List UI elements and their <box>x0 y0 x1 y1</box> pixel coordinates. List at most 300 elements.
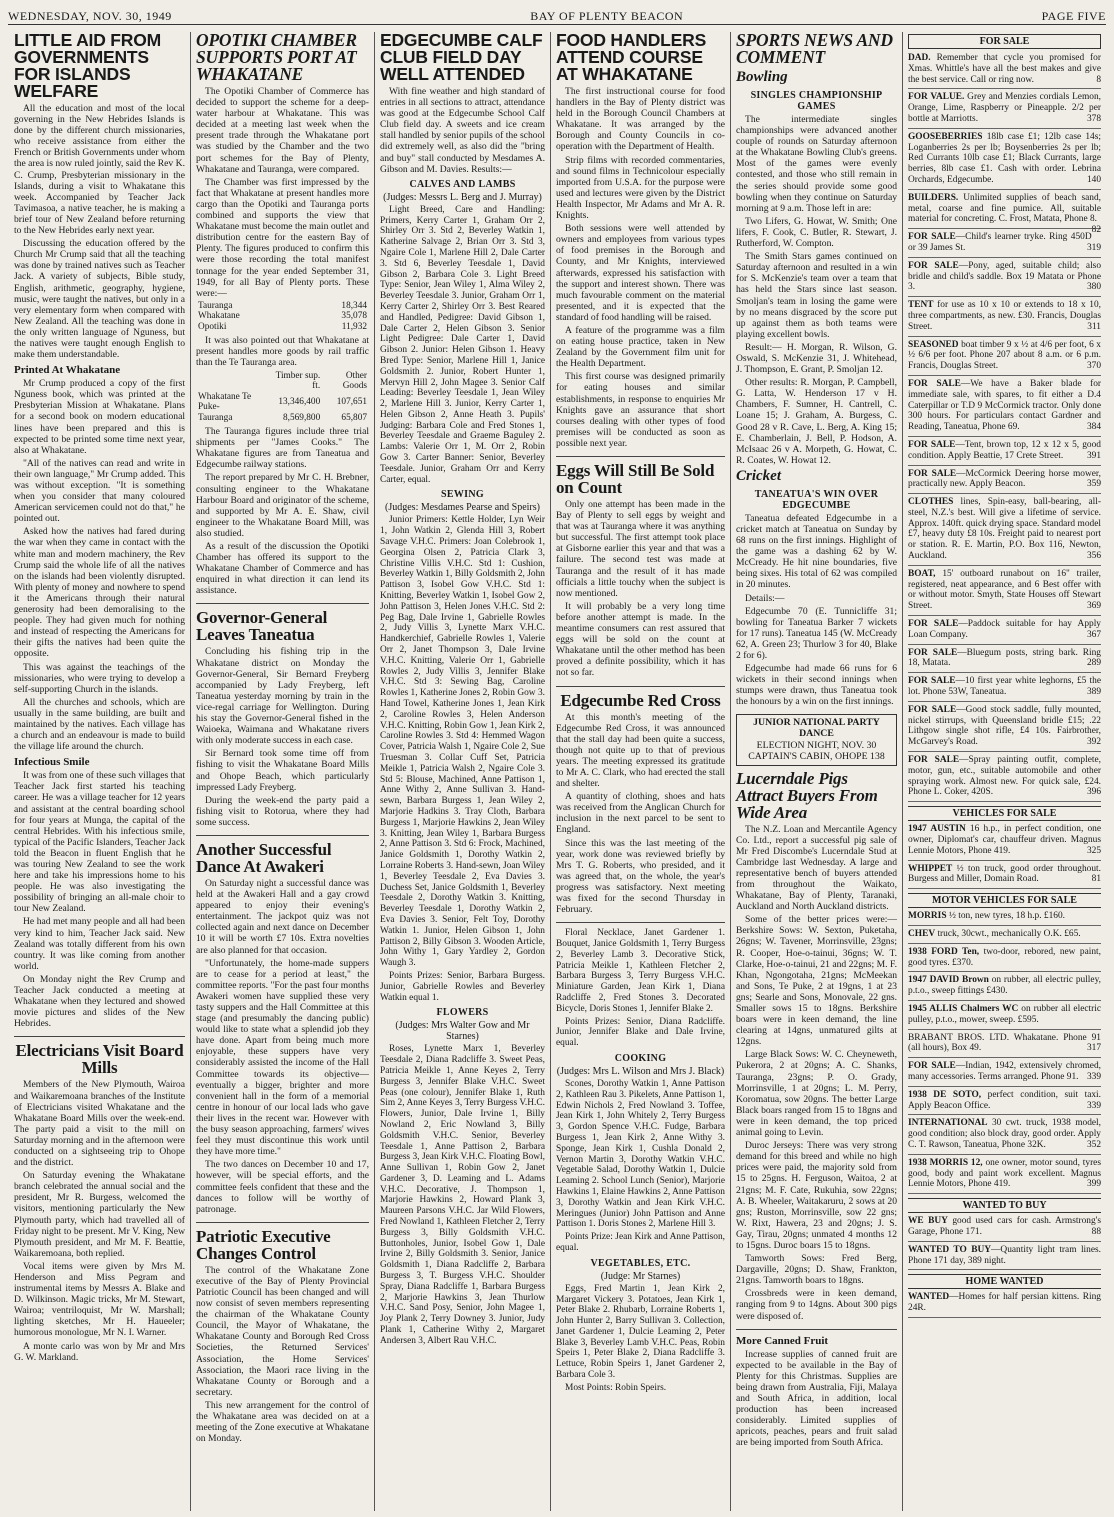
article-body <box>196 86 369 299</box>
paragraph: On Saturday evening the Whakatane branch celebrated the annual social and the president, Mr R. Burgess, welcomed the visitors, mentioning particularly the New Plymouth party, which had travelled all of Friday night to be present. Mr V. King, New Plymouth president, and Mr M. F. Beattie, Waikaremoana, both replied. <box>14 1170 185 1259</box>
paragraph: A quantity of clothing, shoes and hats was received from the Anglican Church for inclusion in the next parcel to be sent to England. <box>556 791 725 836</box>
ad-divider <box>908 888 1101 889</box>
classified-ad <box>908 300 1101 332</box>
ad-divider <box>908 672 1101 673</box>
ad-keyword: 1938 MORRIS 12, <box>908 1157 983 1168</box>
headline: Another Successful Dance At Awakeri <box>196 839 332 876</box>
ad-divider <box>908 801 1101 802</box>
classified-ad <box>908 1292 1101 1314</box>
table-cell: 65,807 <box>341 412 367 423</box>
calf-club-continued <box>556 928 725 1393</box>
table-cell: Tauranga <box>198 300 233 311</box>
section-heading: VEGETABLES, ETC. <box>590 1257 691 1269</box>
ad-keyword: FOR SALE <box>908 468 957 479</box>
ad-divider <box>908 615 1101 616</box>
section-wanted: WANTED TO BUY <box>908 1198 1101 1213</box>
article-body <box>14 378 185 752</box>
ad-keyword: SEASONED <box>908 339 959 350</box>
ad-keyword: INTERNATIONAL <box>908 1118 988 1129</box>
classified-ad <box>908 192 1101 236</box>
paragraph: The intermediate singles championships were advanced another couple of rounds on Saturday afternoon at the Whakatane Bowling Club's greens. Most of the games were evenly contested, and those who still remain in the series should provide some good bowling when they continue on Saturday morning at 9 a.m. Those left in are: <box>736 114 897 214</box>
ad-text: —We have a Baker blade for immediate sale, with spares, to fit either a D.4 Caterpillar or T.D 9 McCormick tractor. Only done 300 hours. For particulars contact Gardner and Reading, Taneatua, Phone 69. <box>908 378 1102 433</box>
ad-number: 88 <box>1091 1226 1101 1237</box>
classified-ad <box>908 1118 1101 1150</box>
classified-ad <box>908 440 1101 462</box>
ad-number: 391 <box>1086 450 1101 461</box>
ad-number: 367 <box>1086 629 1101 640</box>
ad-number: 396 <box>1086 787 1101 798</box>
headline: Governor-General Leaves Taneatua <box>196 608 328 645</box>
judges-line: (Judges: Mrs L. Wilson and Mrs J. Black) <box>556 1065 725 1077</box>
classified-ad <box>908 569 1101 612</box>
ad-text: —10 first year white leghorns, £5 the lot. Phone 53W, Taneatua. <box>908 676 1102 698</box>
article-awakeri-dance <box>196 841 369 1215</box>
judges-line: (Judges: Mrs Walter Gow and Mr Starnes) <box>395 1020 530 1043</box>
article-body <box>196 426 369 596</box>
ad-keyword: FOR SALE <box>908 439 956 450</box>
ad-divider <box>908 336 1101 337</box>
article-calf-club <box>380 32 545 1347</box>
classified-ad <box>908 1033 1101 1055</box>
column-3 <box>374 32 550 1511</box>
ad-text: ½ ton truck, good order throughout. Burgess and Miller, Domain Road. <box>908 863 1101 885</box>
paragraph: Edgecumbe 70 (E. Tunnicliffe 31; bowling for Taneatua Barker 7 wickets for 17 runs). Taneatua 145 (W. McCready 62, A. Green 23; Thurlow 3 for 40, Blake 2 for 6). <box>736 605 897 662</box>
paragraph: "Unfortunately, the home-made suppers are to cease for a period at least," the committee reports. "For the past four months Awakeri women have supplied these very tasty suppers and the Hall Committee at this stage (and presumably the dancing public) would like to state what a splendid job they have done. Apart from being much more enjoyable, these suppers have very considerably assisted the income of the Hall Committee towards its objective—eventually a bigger, brighter and more convenient hall in the form of a memorial centre in honour of our local lads who gave their lives in the recent war. However with the busy season approaching, farmers' wives feel they must discontinue this work until they have more time." <box>196 957 369 1158</box>
ad-keyword: GOOSEBERRIES <box>908 131 983 142</box>
ad-text: good used cars for cash. Armstrong's Garage, Phone 171. <box>908 1216 1101 1237</box>
ad-divider <box>908 465 1101 466</box>
column-4 <box>550 32 730 1511</box>
results-text: Floral Necklace, Janet Gardener 1. Bouquet, Janice Goldsmith 1, Terry Burgess 2, Beverley Lamb 3. Decorative Stick, Patricia Meikle 1, Kathleen Fletcher 2, Barbara Burgess 3, Terry Burgess V.H.C. Miniature Garden, Jean Kirk 1, Diana Radcliffe 2, Fred Stones 3. Decorated Bicycle, Doris Stones 1, Jennifer Blake 2. <box>556 928 725 1014</box>
classified-ad <box>908 947 1101 969</box>
ad-divider <box>908 860 1101 861</box>
headline: Electricians Visit Board Mills <box>15 1041 184 1078</box>
paragraph: The Smith Stars games continued on Saturday afternoon and resulted in a win for S. McKenzie's team over a team that has held the Stars since last season. Smoljan's team in losing the game were by no means disgraced by the score put up against them as both teams were playing excellent bowls. <box>736 251 897 340</box>
ad-divider <box>908 644 1101 645</box>
classified-ad <box>908 864 1101 886</box>
paragraph: Since this was the last meeting of the year, work done was reviewed briefly by Mrs T. G. Roberts, who presided, and it was agreed that, on the whole, the year's progress was satisfactory. Next meeting was fixed for the second Thursday in February. <box>556 837 725 916</box>
table-cell: Tauranga <box>198 412 233 423</box>
table-header-cell: Other Goods <box>342 370 367 392</box>
classified-ad <box>908 92 1101 124</box>
table-cell: 18,344 <box>341 300 367 311</box>
ad-number: 369 <box>1086 601 1101 612</box>
results-text: Scones, Dorothy Watkin 1, Anne Pattison 2, Kathleen Rau 3. Pikelets, Anne Pattison 1, Edwin Nichols 2, Fred Nowland 3. Toffee, Jean Kirk 1, John Whitely 2, Terry Burgess 3, Gordon Spence V.H.C. Fudge, Barbara Burgess 1, Jean Kirk 2, Anne Withy 3. Sponge, Jean Kirk 1, Cushla Donald 2, Vernon Martin 3, Dorothy Watkin V.H.C. Vegetable Salad, Dorothy Watkin 1, Dulcie Leaming 2. School Lunch (Senior), Marjorie Hawkins 1, Elaine Hawkins 2, Anne Pattison 3, Dorothy Watkin and Jean Kirk V.H.C. Meringues (Junior) John Pattison and Anne Pattison 1. Doris Stones 2, Marlene Hill 3. <box>556 1078 725 1230</box>
masthead-page: PAGE FIVE <box>1041 9 1106 23</box>
headline: LITTLE AID FROM GOVERNMENTS FOR ISLANDS WELFARE <box>14 32 162 101</box>
paragraph: During the week-end the party paid a fishing visit to Rotorua, where they had some success. <box>196 794 369 828</box>
ad-text: boat timber 9 x ½ at 4/6 per foot, 6 x ½ 6/6 per foot. Phone 207 about 8 a.m. or 6 p.m. Francis, Douglas Street. <box>908 339 1101 372</box>
sport-subhead: Bowling <box>736 69 788 85</box>
results-text: Light Breed, Care and Handling: Primers, Kerry Carter 1, Graham Orr 2, Shirley Orr 3. Std 2, Beverley Watkin 1, Katherine Salvage 2, Brian Orr 3. Std 3, Ngaire Cole 1, Marlene Hill 2, Dale Carter 3. Std 6, Beverley Teesdale 1, David Gibson 2, Barbara Cole 3. Light Breed Type: Senior, Jean Wiley 1, Alma Wiley 2, Beverley Teesdale 3. Junior, Graham Orr 1, Kerry Carter 2, Shirley Orr 3. Best Reared and Handled, Pedigree: David Gibson 1, Dale Carter 2, Helen Gibson 3. Senior Light Pedigree: Dale Carter 1, David Gibson 2. Junior: Helen Gibson 1. Heavy Bred Type: Senior, Marlene Hill 1, Janice Goldsmith 2. Junior, Robert Hunter 1, Mervyn Hill 2, John Magee 3. Senior Calf Leading: Beverley Teesdale 1, Jean Wiley 2, Marlene Hill 3. Junior, Kerry Carter 1, Helen Gibson 2, Anne Heath 3. Pupils' Judging: Barbara Cole and Fred Stones 1, Beverley Teesdale and Graeme Baguley 2. Lambs: Valerie Orr 1, M. Orr 2, Robin Gow 3. Carter Banner: Senior, Beverley Teesdale. Junior, Graham Orr and Kerry Carter, equal. <box>380 204 545 485</box>
paragraph: On Saturday night a successful dance was held at the Awakeri Hall and a gay crowd appeared to enjoy their evening's entertainment. The jackpot quiz was not collected again and next dance on December 10 it will be worth £7 10s. Extra novelties are also planned for that occasion. <box>196 877 369 956</box>
article-body <box>196 335 369 368</box>
paragraph: Other results: R. Morgan, P. Campbell, G. Latta, W. Henderson 17 v H. Chambers, F. Sumner, H. Cantrell, C. Loane 15; J. Graham, A. Burgess, C. Good 28 v R. Cave, L. Berg, A. King 15; E. Chamberlain, J. Bell, P. Hodson, A. McIsaac 26 v A. Morpeth, G. Howat, C. R. Coates, W. Howat 12. <box>736 377 897 466</box>
divider <box>196 835 369 836</box>
ad-keyword: 1938 DE SOTO, <box>908 1089 982 1100</box>
classified-ad <box>908 132 1101 186</box>
ad-number: 311 <box>1087 321 1101 332</box>
ad-text: Remember that cycle you promised for Xmas. Whittle's have all the best makes and give the best service. Call or ring now. <box>908 53 1101 85</box>
paragraph: Details:— <box>745 592 785 604</box>
classified-ad <box>908 975 1101 997</box>
article-red-cross <box>556 692 725 916</box>
section-heading: SEWING <box>441 489 484 501</box>
ad-text: one owner, motor sound, tyres good, body and paint work excellent. Magnus Lennie Motors, Phone 419. <box>908 1157 1101 1190</box>
ad-keyword: FOR SALE <box>908 260 959 271</box>
article-patriotic-executive <box>196 1228 369 1445</box>
ad-keyword: FOR SALE <box>908 647 958 658</box>
paragraph: Both sessions were well attended by owners and employees from various types of food premises in the Borough and County, and Mr Knights, interviewed afterwards, expressed his satisfaction with the support and interest shown. There was much favourable comment on the material presented, and it is expected that the standard of food handling will be raised. <box>556 223 725 323</box>
section-heading: SINGLES CHAMPIONSHIP GAMES <box>750 90 883 112</box>
paragraph: Edgecumbe had made 66 runs for 6 wickets in their second innings when stumps were drawn, thus Taneatua took the honours by a win on the first innings. <box>736 663 897 708</box>
paragraph: Sir Bernard took some time off from fishing to visit the Whakatane Board Mills and Ohope Beach, which particularly impressed Lady Freyberg. <box>196 748 369 793</box>
classified-ad <box>908 1245 1101 1267</box>
paragraph: Concluding his fishing trip in the Whakatane district on Monday the Governor-General, Sir Bernard Freyberg accompanied by Lady Freyberg, left Taneatua yesterday morning by train in the vice-regal carriage for Wellington. During his stay the Governor-General fished in the Waioeka, Waimana and Whakatane rivers with only moderate success in each case. <box>196 646 369 747</box>
article-canned-fruit <box>736 1335 897 1449</box>
ad-text: —Homes for half persian kittens. Ring 24R. <box>908 1292 1101 1314</box>
classified-ad <box>908 261 1101 293</box>
table-cell: 13,346,400 <box>278 396 321 407</box>
paragraph: Tamworth Sows: Fred Berg, Dargaville, 20gns; D. Shaw, Frankton, 21gns. Tamworth boars to 18gns. <box>736 1253 897 1287</box>
paragraph: On Monday night the Rev Crump and Teacher Jack conducted a meeting at Whakatane when they lectured and showed movie pictures and slides of the New Hebrides. <box>14 973 185 1030</box>
ad-divider <box>908 1086 1101 1087</box>
classified-ad <box>908 929 1101 940</box>
ad-keyword: FOR SALE <box>908 378 961 389</box>
table-cell: 11,932 <box>341 321 367 332</box>
classified-ad <box>908 648 1101 670</box>
article-opotiki-chamber <box>196 32 369 596</box>
classified-ad <box>908 1216 1101 1238</box>
ad-number: 339 <box>1086 1071 1101 1082</box>
subhead: Infectious Smile <box>14 756 90 769</box>
paragraph: Asked how the natives had fared during the war when they came in contact with the white man and modern machinery, the Rev Crump said the whole life of all the natives on the islands had been violently disrupted. With plenty of money and nowhere to spend it the Americans through their natural generosity had been demoralising to the people. They had given much for nothing and instead of respecting the Americans for their gifts the natives had been quite the opposite. <box>14 526 185 660</box>
timber-table <box>196 371 369 424</box>
paragraph: The first instructional course for food handlers in the Bay of Plenty district was held in the Borough Council Chambers at Whakatane. It was arranged by the Borough and County Councils in co-operation with the Department of Health. <box>556 86 725 153</box>
ad-keyword: FOR SALE <box>908 1061 956 1072</box>
ad-divider <box>908 1029 1101 1030</box>
headline: Edgecumbe Red Cross <box>560 690 721 710</box>
article-body <box>556 499 725 679</box>
ad-number: 8 <box>1096 74 1101 85</box>
paragraph: Only one attempt has been made in the Bay of Plenty to sell eggs by weight and that was at Tauranga where it was anything but successful. The first attempt took place at Gisborne earlier this year and that was a failure. The second test was made at Tauranga and the result of it has made officials a little touchy when the subject is now mentioned. <box>556 499 725 599</box>
paragraph: With fine weather and high standard of entries in all sections to attract, attendance was good at the Edgecumbe School Calf Club field day. A sweets and ice cream stall handled by senior pupils of the school did extremely well, as also did the "bring and buy" stall conducted by Mesdames A. Gibson and M. Davies. Results:— <box>380 86 545 175</box>
article-body <box>196 878 369 1215</box>
paragraph: The Tauranga figures include three trial shipments per "James Cooks." The Whakatane figures are from Taneatua and Edgecumbe railway stations. <box>196 426 369 471</box>
ad-number: 352 <box>1086 1139 1101 1150</box>
paragraph: The Chamber was first impressed by the fact that Whakatane at present handles more cargo than the Opotiki and Tauranga ports combined and supports the view that Whakatane must become the main outlet and distribution centre for the eastern Bay of Plenty. The figures produced to confirm this were those recording the total manifest tonnage for the year ended September 31, 1949, for all Bay of Plenty ports. These were:— <box>196 176 369 299</box>
ad-text: perfect condition, suit taxi. Apply Beacon Office. <box>908 1089 1101 1111</box>
advert-line: ELECTION NIGHT, NOV. 30 <box>756 739 877 751</box>
paragraph: Increase supplies of canned fruit are expected to be available in the Bay of Plenty for this Christmas. Supplies are being drawn from Australia, Fiji, Malaya and South Africa, in addition, local production has been increased considerably. Limited supplies of apricots, peaches, pears and fruit salad are being imported from South Africa. <box>736 1348 897 1449</box>
ad-text: —Tent, brown top, 12 x 12 x 5, good condition. Apply Beattie, 17 Crete Street. <box>908 439 1101 461</box>
paragraph: This new arrangement for the control of the Whakatane area was decided on at a meeting of the Zone executive at Whakatane on Monday. <box>196 1399 369 1445</box>
article-sports <box>736 32 897 708</box>
divider <box>736 1329 897 1330</box>
ad-divider <box>908 88 1101 89</box>
ad-number: 392 <box>1086 737 1101 748</box>
ad-divider <box>908 1000 1101 1001</box>
ad-number: 356 <box>1086 551 1101 562</box>
ad-divider <box>908 1193 1101 1194</box>
table-cell: 107,651 <box>336 396 367 407</box>
article-governor-general <box>196 609 369 828</box>
results-text: Eggs, Fred Martin 1, Jean Kirk 2, Margaret Vickery 3. Potatoes, Jean Kirk 1, Peter Blake 2. Rhubarb, Lorraine Roberts 1, John Hunter 2, Barry Sullivan 3. Collection, Janet Gardener 1, Dulcie Leaming 2, Peter Blake 3, Beverley Lamb V.H.C. Peas, Robin Speirs 1, Peter Blake 2, Diana Radcliffe 3. Lettuce, Robin Speirs 1, Janet Gardener 2, Barbara Cole 3. <box>556 1283 725 1381</box>
divider <box>196 1222 369 1223</box>
advert-line: JUNIOR NATIONAL PARTY DANCE <box>753 716 880 739</box>
headline: Patriotic Executive Changes Control <box>196 1226 331 1263</box>
ad-text: 30 cwt. truck, 1938 model, good condition; also block dray, good order. Apply C. T. Rawson, Taneatua, Phone 32K. <box>908 1118 1101 1150</box>
columns <box>14 32 1106 1511</box>
ad-number: 399 <box>1086 1179 1101 1190</box>
divider <box>556 922 725 923</box>
classified-ad <box>908 497 1101 562</box>
ad-keyword: WANTED <box>908 1292 950 1303</box>
paragraph: He had met many people and all had been very kind to him, Teacher Jack said. New Zealand was totally different from his own country. It was like coming from another world. <box>14 916 185 972</box>
article-electricians <box>14 1042 185 1362</box>
paragraph: As a result of the discussion the Opotiki Chamber has offered its support to the Whakatane Chamber of Commerce and has enquired in what direction it can lend its assistance. <box>196 541 369 597</box>
ad-text: on rubber all electric pulley, p.t.o., mower, sweep. £595. <box>908 1003 1102 1025</box>
ad-text: 18lb case £1; 12lb case 14s; Loganberries 2s per lb; Boysenberries 2s per lb; Red Currants 10lb case £1; Black Currants, large berries, 8lb case £1. Cash with order. Lebrina Orchards, Edgecumbe. <box>908 131 1101 185</box>
tonnage-table <box>196 301 369 333</box>
classified-ad <box>908 705 1101 748</box>
ads-list <box>908 53 1101 802</box>
classified-ad <box>908 824 1101 856</box>
ad-divider <box>908 1114 1101 1115</box>
headline: Lucerndale Pigs Attract Buyers From Wide Area <box>736 768 878 822</box>
ad-number: 389 <box>1086 687 1101 698</box>
ad-keyword: DAD. <box>908 53 931 63</box>
paragraph: A monte carlo was won by Mr and Mrs G. W. Markland. <box>14 1340 185 1363</box>
section-heading: COOKING <box>614 1052 667 1064</box>
ad-number: 317 <box>1086 1043 1101 1054</box>
masthead-paper: BAY OF PLENTY BEACON <box>530 9 684 23</box>
paragraph: All the education and most of the local governing in the New Hebrides Islands is done by the different church missionaries, who receive assistance from either the French or British Governments under whom the area is now ruled jointly, said the Rev K. C. Crump, Presbyterian missionary in the Islands, during a visit to Whakatane this week. Accompanied by Teacher Jack Tavimasoa, a native teacher, he is making a brief tour of New Zealand before returning to the New Hebrides early next year. <box>14 103 185 237</box>
ad-divider <box>908 1057 1101 1058</box>
paragraph: All the churches and schools, which are usually in the same building, are built and maintained by the natives. Each village has a church and an endeavour is made to build the village life around the church. <box>14 696 185 753</box>
ad-divider <box>908 971 1101 972</box>
judges-line: (Judges: Mesdames Pearse and Speirs) <box>385 502 540 514</box>
ad-divider <box>908 1154 1101 1155</box>
ad-keyword: FOR SALE <box>908 704 957 715</box>
divider <box>14 1036 185 1037</box>
sport-subhead: Cricket <box>736 467 781 484</box>
points-prizes: Points Prizes: Senior, Barbara Burgess. Junior, Gabrielle Rowles and Beverley Watkin equal 1. <box>380 970 545 1003</box>
ad-number: 325 <box>1086 845 1101 856</box>
paragraph: The control of the Whakatane Zone executive of the Bay of Plenty Provincial Patriotic Council has been changed and will now consist of seven members representing the chairman of the Whakatane County Council, the Mayor of Whakatane, the Whakatane County and Borough Red Cross Societies, the Returned Services' Association, the Home Services' Association, the Maori race living in the Whakatane County or Borough and a secretary. <box>196 1264 369 1398</box>
classified-ad <box>908 619 1101 641</box>
article-food-handlers <box>556 32 725 449</box>
ad-divider <box>908 375 1101 376</box>
paragraph: It was from one of these such villages that Teacher Jack first started his teaching career. He was a village teacher for 12 years and assistant at the central boarding school for four years at Munga, the capital of the central Hebrides. With his infectious smile, typical of the Pacific Islanders, Teacher Jack told the Beacon in fluent English that he was touring New Zealand to see the work here and take his impressions home to his people. He was also investigating the possibility of bringing an all-male choir to tour New Zealand. <box>14 770 185 915</box>
ad-text: lines, Spin-easy, ball-bearing, all-steel, N.Z.'s best. Will give a lifetime of service. Approx. 140ft. quick drying space. Standard model £7, heavy duty £8 10s. Freight paid to nearest port or station. R. E. Martin, P.O. Box 116, Newton, Auckland. <box>908 497 1101 562</box>
masthead-date: WEDNESDAY, NOV. 30, 1949 <box>8 9 172 23</box>
article-body <box>14 770 185 1029</box>
ad-number: 81 <box>1091 874 1101 885</box>
article-body <box>736 513 897 708</box>
paragraph: Duroc Jerseys: There was very strong demand for this breed and while no high prices were paid, the majority sold from 15 to 25gns. H. Ferguson, Waitoa, 2 at 21gns; M. F. Cate, Rukuhia, sow 22gns; A. B. Wheeler, Waitakaruru, 2 sows at 20 gns; Ruston, Morrinsville, sow 22 gns; W. Rixt, Hawera, 23 and 20gns; J. S. Gay, Tirau, 20gns; unmated 4 months 12 to 15gns. Duroc boars 15 to 18gns. <box>736 1140 897 1251</box>
ad-text: on rubber, all electric pulley, p.t.o., sweep fittings £430. <box>908 975 1101 997</box>
masthead <box>8 4 1106 25</box>
ad-text: —Pony, aged, suitable child; also bridle and child's saddle. Box 19 Matata or Phone 3. <box>908 260 1102 293</box>
paragraph: Some of the better prices were:— Berkshire Sows: W. Sexton, Puketaha, 26gns; W. Tavener, Morrinsville, 23gns; R. Cooper, Hoe-o-tainui, 36gns; W. T. Clarke, Hoe-o-tainui, 21 and 22gns; M. F. Khan, Ngongotaha, 21gns; McMeekan and Sons, Te Puke, 2 at 19gns, 1 at 23 gns; Searle and Sons, Monovale, 22 gns. Smaller sows 15 to 18gns. Berkshire boars were in keen demand, the line clearing at 14gns, unmatured gilts at 12gns. <box>736 914 897 1048</box>
table-row <box>196 311 369 322</box>
divider <box>196 603 369 604</box>
ad-divider <box>908 128 1101 129</box>
headline: FOOD HANDLERS ATTEND COURSE AT WHAKATANE <box>556 32 707 84</box>
ad-keyword: WANTED TO BUY <box>908 1244 992 1255</box>
ad-text: 15' outboard runabout on 16" trailer, registered, neat appearance, and 6 Best offer with or without motor. Smyth, State Houses off Stewart Street. <box>908 568 1101 612</box>
ad-number: 140 <box>1086 174 1101 185</box>
ad-number: 380 <box>1086 282 1101 293</box>
ad-text: —Indian, 1942, extensively chromed, many accessories. Terms arranged. Phone 91. <box>908 1061 1101 1082</box>
ads-list <box>908 1292 1101 1318</box>
ad-number: 384 <box>1086 422 1101 433</box>
ad-text: BRABANT BROS. LTD. Whakatane. Phone 91 (all hours), Box 49. <box>908 1032 1101 1054</box>
ad-text: ½ ton, new tyres, 18 h.p. £160. <box>946 911 1066 922</box>
article-body <box>196 1265 369 1445</box>
ad-keyword: FOR SALE <box>908 755 960 766</box>
paragraph: Discussing the education offered by the Church Mr Crump said that all the teaching was done by trained natives such as Teacher Jack. A variety of subjects, Bible study, English, arithmetic, geography, hygiene, music, were taught the natives, but only in a very elementary form when compared with New Zealand. All the teaching was done in the only written language of Nguness, but the natives were taught enough English to make them understandable. <box>14 238 185 361</box>
paragraph: Mr Crump produced a copy of the first Nguness book, which was printed at the Presbyterian Mission at Whakatane. Plans for a second book on modern educational lines have been prepared and this is expected to be printed some time next year, also at Whakatane. <box>14 378 185 456</box>
paragraph: It was also pointed out that Whakatane at present handles more goods by rail traffic than the Te Tauranga area. <box>196 335 369 369</box>
table-row <box>196 392 369 413</box>
article-body <box>736 114 897 466</box>
ad-text: Unlimited supplies of beach sand, metal, coarse and fine pumice. All, suitable material for concreting. C. Frost, Matata, Phone 8. <box>908 192 1101 225</box>
ad-text: truck, 30cwt., mechanically O.K. £65. <box>935 929 1081 939</box>
ad-divider <box>908 751 1101 752</box>
ad-divider <box>908 296 1101 297</box>
article-body <box>14 103 185 360</box>
article-body <box>736 1349 897 1449</box>
ad-keyword: CHEV <box>908 929 936 939</box>
paragraph: At this month's meeting of the Edgecumbe Red Cross, it was announced that the stall day had been quite a success, though not quite up to that of previous years. The meeting expressed its gratitude to Mr A. C. Clark, who had erected the stall and shelter. <box>556 711 725 790</box>
ad-divider <box>908 189 1101 190</box>
classified-ad <box>908 911 1101 922</box>
ad-keyword: 1947 AUSTIN <box>908 824 966 835</box>
paragraph: The Opotiki Chamber of Commerce has decided to support the scheme for a deep-water harbour at Whakatane. This was decided at a meeting last week when the present trade through the Whakatane port was studied by the Chamber and the two port schemes for the Bay of Plenty, Whakatane and Tauranga, were compared. <box>196 86 369 175</box>
table-header-cell: Timber sup. ft. <box>275 370 321 392</box>
table-cell: Whakatane Te Puke- <box>198 391 252 413</box>
article-lucerndale-pigs <box>736 770 897 1322</box>
paragraph: The two dances on December 10 and 17, however, will be special efforts, and the committee feels confident that these and the dances to follow will be worthy of patronage. <box>196 1159 369 1215</box>
points-prizes: Most Points: Robin Speirs. <box>565 1382 667 1393</box>
ad-keyword: MORRIS <box>908 911 947 922</box>
classified-ad <box>908 340 1101 372</box>
ad-divider <box>908 493 1101 494</box>
ad-number: 370 <box>1086 361 1101 372</box>
paragraph: Result:— H. Morgan, R. Wilson, G. Oswald, S. McKenzie 31, J. Whitehead, J. Thompson, E. Grant, P. Smoljan 12. <box>736 341 897 376</box>
table-row <box>196 301 369 312</box>
ad-divider <box>908 943 1101 944</box>
ad-keyword: 1947 DAVID Brown <box>908 975 989 986</box>
paragraph: Taneatua defeated Edgecumbe in a cricket match at Taneatua on Sunday by 68 runs on the first innings. Highlight of the game was a dashing 62 by W. McCready. He hit nine boundaries, five being sixes. His total of 62 was compiled in 20 minutes. <box>736 512 897 591</box>
ad-keyword: 1945 ALLIS Chalmers WC <box>908 1003 1019 1014</box>
column-5 <box>730 32 902 1511</box>
headline: EDGECUMBE CALF CLUB FIELD DAY WELL ATTENDED <box>380 32 543 84</box>
headline: More Canned Fruit <box>736 1334 829 1347</box>
table-header-cell <box>196 371 267 392</box>
classified-ad <box>908 53 1101 85</box>
paragraph: Members of the New Plymouth, Wairoa and Waikaremoana branches of the Institute of Electricians visited Whakatane and the Whakatane Board Mills over the week-end. The party paid a visit to the mill on Saturday morning and in the afternoon were conducted on a sightseeing trip to Ohope and the district. <box>14 1079 185 1169</box>
article-body <box>196 646 369 828</box>
ad-text: 16 h.p., in perfect condition, one owner, Diplomat's car, chauffeur driven. Magnus Lennie Motors, Phone 419. <box>908 824 1101 856</box>
classified-ad <box>908 1004 1101 1026</box>
classified-ad <box>908 232 1101 254</box>
ad-divider <box>908 565 1101 566</box>
ad-text: —Bluegum posts, string bark. Ring 18, Matata. <box>908 647 1101 669</box>
ad-text: —Paddock suitable for hay Apply Loan Company. <box>908 619 1101 640</box>
ad-text: —Spray painting outfit, complete, motor, gun, etc., suitable automobile and other spraying work. Almost new. For quick sale, £24. Phone L. Coker, 420S. <box>908 755 1101 798</box>
judges-line: (Judges: Messrs L. Berg and J. Murray) <box>383 191 542 203</box>
points-prizes: Points Prize: Jean Kirk and Anne Pattison, equal. <box>556 1232 725 1253</box>
ad-text: —Quantity light tram lines. Phone 171 day, 389 night. <box>908 1244 1101 1266</box>
ad-number: 289 <box>1086 658 1101 669</box>
divider <box>556 686 725 687</box>
section-vehicles: VEHICLES FOR SALE <box>908 806 1101 821</box>
ad-number: 359 <box>1086 479 1101 490</box>
ad-number: 339 <box>1086 1100 1101 1111</box>
paragraph: Strip films with recorded commentaries, and sound films in Technicolour especially imported from U.S.A. for the purpose were used and lectures were given by the District Health Inspector, Mr Adams and Mr A. R. Knights. <box>556 154 725 222</box>
ad-keyword: TENT <box>908 300 934 311</box>
classified-ad <box>908 1158 1101 1190</box>
section-home-wanted: HOME WANTED <box>908 1274 1101 1289</box>
ad-divider <box>908 701 1101 702</box>
article-islands-welfare <box>14 32 185 1029</box>
table-row <box>196 413 369 424</box>
paragraph: A feature of the programme was a film on eating house practice, taken in New Zealand by the Government film unit for the Health Department. <box>556 324 725 370</box>
ad-number: 378 <box>1086 113 1101 124</box>
results-text: Roses, Lynette Marx 1, Beverley Teesdale 2, Diana Radcliffe 3. Sweet Peas, Patricia Meikle 1, Anne Keyes 2, Terry Burgess 3, Jennifer Blake V.H.C. Sweet Peas (one colour), Jennifer Blake 1, Ruth Sim 2, Anne Keyes 3, Terry Burgess V.H.C. Flowers, Junior, Dale Irvine 1, Billy Nowland 2, Eric Nowland 3, Billy Goldsmith V.H.C. Senior, Beverley Teesdale 1, Anne Pattison 2, Barbara Burgess 3, Jean Kirk V.H.C. Floating Bowl, Anne Sullivan 1, Robin Gow 2, Janet Gardener 3, D. Leaming and L. Adams V.H.C. Decorative, J. Thompson 1, Marjorie Hawkins 2, Howard Plank 3, Maureen Parsons V.H.C. Jar Wild Flowers, Fred Nowland 1, Kathleen Fletcher 2, Terry Burgess 3, Billy Goldsmith V.H.C. Buttonholes, Junior, Isobel Gow 1, Dale Irvine 2, Billy Goldsmith 3. Senior, Janice Goldsmith 1, Diana Radcliffe 2, Barbara Burgess 3, T. Burgess V.H.C. Shoulder Spray, Diana Radcliffe 1, Barbara Burgess 2, Marjorie Hawkins 3, Jean Thurlow V.H.C. Sand Posy, Senior, John Magee 1, Joy Plank 2, Terry Downey 3. Junior, Judy Plank 1, Catherine Withy 2, Margaret Andersen 3, Albert Rau V.H.C. <box>380 1044 545 1346</box>
ad-number: 319 <box>1086 242 1101 253</box>
table-cell: 8,569,800 <box>283 412 321 423</box>
classified-ad <box>908 469 1101 491</box>
ad-keyword: BOAT, <box>908 568 936 579</box>
headline: OPOTIKI CHAMBER SUPPORTS PORT AT WHAKATANE <box>196 32 357 84</box>
ad-text: —Child's learner tryke. Ring 450D or 39 James St. <box>908 232 1092 253</box>
article-body <box>556 712 725 916</box>
table-cell: Opotiki <box>198 321 227 332</box>
paragraph: "All of the natives can read and write in their own language," Mr Crump added. This was without exception. "It is something when you consider that many coloured American servicemen could not do that," he pointed out. <box>14 457 185 525</box>
dance-advert <box>736 714 897 766</box>
ad-divider <box>908 228 1101 229</box>
classified-ad <box>908 676 1101 698</box>
paragraph: Two Lifers, G. Howat, W. Smith; One lifers, F. Cook, C. Butler, R. Stewart, J. Rutherford, W. Compton. <box>736 215 897 250</box>
ad-number: 82 <box>1091 225 1101 236</box>
paragraph: Vocal items were given by Mrs M. Henderson and Miss Pegram and instrumental items by Messrs A. Blake and D. Wilkinson. Magic tricks, Mr M. Stewart, Wairoa; ventriloquist, Mr W. Marshall; lighting sketches, Mr H. Haueeler; humorous monologue, Mr N. I. Warner. <box>14 1260 185 1339</box>
classified-ad <box>908 1090 1101 1112</box>
headline: Eggs Will Still Be Sold on Count <box>556 461 715 497</box>
points-prizes: Points Prizes: Senior, Diana Radcliffe. Junior, Jennifer Blake and Dale Irvine, equal. <box>556 1016 725 1049</box>
paragraph: The report prepared by Mr C. H. Brebner, consulting engineer to the Whakatane Harbour Board and originator of the scheme, and supported by Mr A. E. Shaw, civil engineer to the Whakatane Board Mill, was also studied. <box>196 472 369 539</box>
ad-text: —Good stock saddle, fully mounted, nickel stirrups, with Queensland bridle £15; .22 Lithgow single shot rifle, £4 10s. Fairbrother, McGarvey's Road. <box>908 704 1102 748</box>
ad-keyword: FOR SALE <box>908 619 959 630</box>
subhead: Printed At Whakatane <box>14 364 121 377</box>
headline: SPORTS NEWS AND COMMENT <box>736 32 893 67</box>
judges-line: (Judge: Mr Starnes) <box>600 1270 681 1282</box>
ad-keyword: WE BUY <box>908 1216 948 1227</box>
ads-list <box>908 911 1101 1194</box>
section-heading: CALVES AND LAMBS <box>409 178 516 190</box>
classified-ad <box>908 379 1101 433</box>
ad-keyword: CLOTHES <box>908 497 954 508</box>
paragraph: Crossbreds were in keen demand, ranging from 9 to 14gns. About 300 pigs were disposed of. <box>736 1288 897 1322</box>
paragraph: Large Black Sows: W. C. Cheyneweth, Pukerora, 2 at 20gns; A. C. Shanks, Tauranga, 23gns; P. O. Grady, Morrinsville, 1 at 20gns; L. M. Perry, Koromatua, sow 20gns. The better Large Black boars ranged from 15 to 18gns and were in keen demand, the top priced animal going to Levin. <box>736 1049 897 1139</box>
article-body <box>14 1079 185 1362</box>
table-cell: 35,078 <box>341 311 367 322</box>
ad-divider <box>908 1269 1101 1270</box>
article-body <box>556 86 725 449</box>
